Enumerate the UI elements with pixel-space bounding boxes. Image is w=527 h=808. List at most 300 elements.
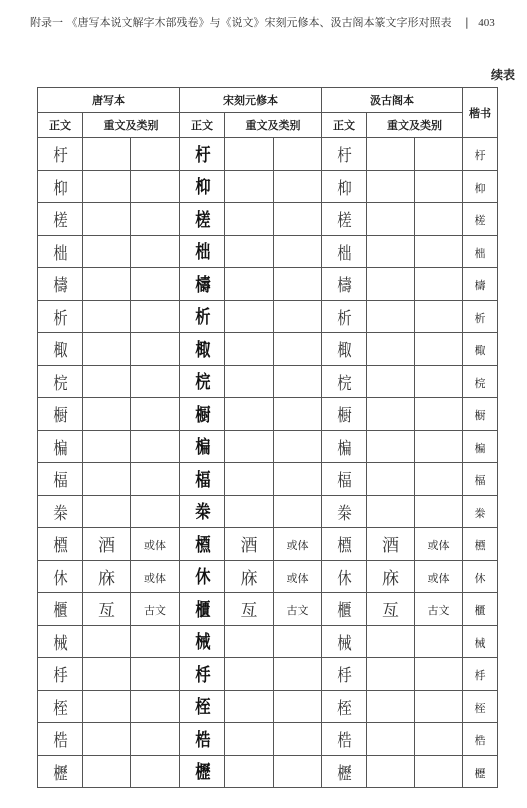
jigu-zhengwen-cell (322, 690, 367, 723)
tang-zhengwen-text: 檮 (53, 276, 67, 297)
tang-zhengwen-text: 休 (53, 568, 67, 589)
tang-category-cell (131, 463, 180, 496)
jigu-zhengwen-cell (322, 625, 367, 658)
jigu-zhengwen-cell (322, 138, 367, 171)
tang-category-cell (131, 365, 180, 398)
song-category-cell (274, 365, 322, 398)
table-row (38, 495, 498, 528)
tang-zhengwen-cell (38, 333, 83, 366)
jigu-category-text: 或体 (427, 571, 450, 585)
table-row (38, 333, 498, 366)
tang-variant-cell (83, 300, 131, 333)
song-variant-cell (225, 138, 274, 171)
tang-zhengwen-text: 杅 (53, 146, 67, 167)
subheader-zhengwen: 正文 (38, 113, 83, 138)
jigu-variant-cell (367, 463, 415, 496)
tang-category-cell (131, 235, 180, 268)
jigu-variant-cell (367, 300, 415, 333)
song-category-cell (274, 170, 322, 203)
kaishu-cell (463, 430, 498, 463)
jigu-category-cell (415, 268, 463, 301)
tang-zhengwen-cell (38, 755, 83, 788)
jigu-zhengwen-cell (322, 755, 367, 788)
kaishu-cell (463, 365, 498, 398)
song-category-cell (274, 430, 322, 463)
jigu-category-cell (415, 528, 463, 561)
song-variant-cell (225, 365, 274, 398)
tang-zhengwen-text: 槱 (53, 536, 67, 557)
song-variant-cell (225, 268, 274, 301)
table-row (38, 755, 498, 788)
song-zhengwen-cell (180, 235, 225, 268)
song-variant-cell (225, 300, 274, 333)
song-category-cell (274, 593, 322, 626)
tang-zhengwen-text: 櫪 (53, 763, 67, 784)
song-variant-cell (225, 430, 274, 463)
tang-category-cell (131, 560, 180, 593)
tang-variant-cell (83, 690, 131, 723)
subheader-chongwen: 重文及类别 (83, 113, 180, 138)
tang-category-cell (131, 723, 180, 756)
song-variant-cell (225, 333, 274, 366)
jigu-category-cell (415, 690, 463, 723)
song-variant-cell (225, 203, 274, 236)
appendix-label: 附录一 (30, 16, 63, 29)
song-variant-cell (225, 723, 274, 756)
jigu-zhengwen-cell (322, 170, 367, 203)
jigu-variant-cell (367, 593, 415, 626)
jigu-zhengwen-text: 楅 (337, 471, 351, 492)
tang-variant-text: 庥 (98, 568, 115, 589)
table-row (38, 235, 498, 268)
jigu-variant-cell (367, 755, 415, 788)
tang-zhengwen-cell (38, 723, 83, 756)
tang-zhengwen-text: 柮 (53, 243, 67, 264)
kaishu-cell (463, 690, 498, 723)
song-zhengwen-text: 析 (194, 307, 210, 329)
song-zhengwen-cell (180, 170, 225, 203)
header-row-groups (38, 88, 498, 113)
jigu-variant-cell (367, 235, 415, 268)
song-category-cell (274, 495, 322, 528)
song-category-cell (274, 690, 322, 723)
jigu-zhengwen-cell (322, 463, 367, 496)
kaishu-text: 械 (474, 636, 486, 650)
tang-variant-cell (83, 560, 131, 593)
jigu-variant-cell (367, 138, 415, 171)
tang-category-cell (131, 528, 180, 561)
table-row (38, 365, 498, 398)
song-zhengwen-text: 杽 (194, 664, 210, 686)
jigu-zhengwen-text: 槱 (337, 536, 351, 557)
kaishu-text: 楅 (474, 474, 486, 488)
tang-category-cell (131, 658, 180, 691)
song-category-cell (274, 723, 322, 756)
kaishu-cell (463, 235, 498, 268)
tang-category-cell (131, 690, 180, 723)
kaishu-cell (463, 333, 498, 366)
tang-zhengwen-text: 桎 (53, 698, 67, 719)
song-zhengwen-cell (180, 300, 225, 333)
jigu-category-cell (415, 203, 463, 236)
jigu-variant-text: 庥 (382, 568, 400, 589)
jigu-zhengwen-text: 析 (337, 308, 351, 329)
tang-zhengwen-cell (38, 625, 83, 658)
comparison-table (37, 87, 498, 788)
tang-variant-cell (83, 333, 131, 366)
kaishu-text: 析 (474, 311, 486, 325)
tang-category-cell (131, 170, 180, 203)
kaishu-text: 桎 (474, 701, 486, 715)
song-zhengwen-text: 棷 (194, 339, 210, 361)
jigu-variant-cell (367, 690, 415, 723)
tang-zhengwen-cell (38, 365, 83, 398)
song-zhengwen-text: 楄 (194, 437, 210, 459)
kaishu-cell (463, 658, 498, 691)
kaishu-text: 櫃 (474, 604, 486, 618)
kaishu-header: 楷书 (463, 88, 498, 138)
table-row (38, 398, 498, 431)
tang-category-cell (131, 300, 180, 333)
jigu-zhengwen-text: 槎 (337, 211, 351, 232)
song-category-cell (274, 268, 322, 301)
tang-zhengwen-cell (38, 560, 83, 593)
tang-zhengwen-cell (38, 463, 83, 496)
kaishu-cell (463, 495, 498, 528)
table-row (38, 203, 498, 236)
table-row (38, 138, 498, 171)
jigu-zhengwen-cell (322, 365, 367, 398)
jigu-variant-cell (367, 528, 415, 561)
tang-category-cell (131, 203, 180, 236)
song-variant-text: 庥 (240, 568, 258, 589)
jigu-zhengwen-text: 桎 (337, 698, 351, 719)
kaishu-text: 杽 (474, 669, 486, 683)
tang-zhengwen-cell (38, 235, 83, 268)
song-category-cell (274, 235, 322, 268)
song-category-cell (274, 333, 322, 366)
kaishu-text: 櫪 (474, 766, 486, 780)
group-header-tang: 唐写本 (38, 88, 180, 113)
jigu-zhengwen-cell (322, 203, 367, 236)
running-header (30, 14, 517, 32)
subheader-zhengwen: 正文 (180, 113, 225, 138)
kaishu-text: 桊 (474, 506, 486, 520)
jigu-zhengwen-text: 械 (337, 633, 351, 654)
song-category-text: 或体 (286, 571, 309, 585)
jigu-zhengwen-text: 杽 (337, 666, 351, 687)
tang-variant-cell (83, 365, 131, 398)
jigu-variant-cell (367, 170, 415, 203)
table-row (38, 170, 498, 203)
jigu-zhengwen-cell (322, 430, 367, 463)
jigu-variant-cell (367, 658, 415, 691)
song-zhengwen-text: 槱 (194, 534, 210, 556)
jigu-zhengwen-cell (322, 593, 367, 626)
song-category-cell (274, 560, 322, 593)
jigu-zhengwen-cell (322, 723, 367, 756)
song-category-cell (274, 398, 322, 431)
jigu-variant-text: 酒 (382, 536, 400, 557)
jigu-variant-cell (367, 723, 415, 756)
jigu-zhengwen-text: 棷 (337, 341, 351, 362)
table-row (38, 300, 498, 333)
tang-zhengwen-cell (38, 203, 83, 236)
header-row-subcols (38, 113, 498, 138)
tang-zhengwen-text: 梏 (53, 731, 67, 752)
kaishu-cell (463, 560, 498, 593)
song-zhengwen-text: 柮 (194, 242, 210, 264)
tang-zhengwen-text: 楅 (53, 471, 67, 492)
jigu-category-text: 古文 (427, 604, 450, 618)
jigu-category-cell (415, 398, 463, 431)
tang-zhengwen-text: 械 (53, 633, 67, 654)
tang-variant-cell (83, 268, 131, 301)
jigu-category-text: 或体 (427, 539, 450, 553)
jigu-variant-cell (367, 203, 415, 236)
kaishu-cell (463, 138, 498, 171)
kaishu-cell (463, 203, 498, 236)
jigu-zhengwen-cell (322, 235, 367, 268)
tang-variant-cell (83, 430, 131, 463)
jigu-zhengwen-text: 柮 (337, 243, 351, 264)
song-zhengwen-text: 杅 (194, 144, 210, 166)
song-zhengwen-cell (180, 690, 225, 723)
tang-zhengwen-text: 棷 (53, 341, 67, 362)
song-variant-text: 亙 (240, 601, 258, 622)
jigu-category-cell (415, 333, 463, 366)
song-category-text: 或体 (286, 539, 309, 553)
song-category-cell (274, 755, 322, 788)
kaishu-cell (463, 170, 498, 203)
song-zhengwen-cell (180, 430, 225, 463)
jigu-variant-cell (367, 625, 415, 658)
tang-variant-cell (83, 203, 131, 236)
tang-category-cell (131, 333, 180, 366)
tang-zhengwen-text: 楄 (53, 438, 67, 459)
song-zhengwen-text: 梡 (194, 372, 210, 394)
song-zhengwen-cell (180, 560, 225, 593)
table-row (38, 690, 498, 723)
jigu-zhengwen-cell (322, 658, 367, 691)
song-category-cell (274, 658, 322, 691)
song-zhengwen-cell (180, 463, 225, 496)
tang-variant-text: 酒 (98, 536, 115, 557)
song-zhengwen-cell (180, 268, 225, 301)
jigu-variant-cell (367, 268, 415, 301)
tang-category-text: 古文 (144, 604, 166, 618)
song-zhengwen-text: 檮 (194, 274, 210, 296)
song-zhengwen-text: 楅 (194, 469, 210, 491)
kaishu-text: 槎 (474, 214, 486, 228)
table-row (38, 268, 498, 301)
song-zhengwen-cell (180, 398, 225, 431)
continued-table-label: 续表 (490, 68, 515, 82)
tang-zhengwen-cell (38, 430, 83, 463)
group-header-song: 宋刻元修本 (180, 88, 322, 113)
tang-zhengwen-text: 槎 (53, 211, 67, 232)
song-category-cell (274, 528, 322, 561)
kaishu-text: 柮 (474, 246, 486, 260)
tang-category-cell (131, 268, 180, 301)
song-variant-cell (225, 528, 274, 561)
kaishu-text: 檮 (474, 279, 486, 293)
table-row (38, 593, 498, 626)
table-row (38, 625, 498, 658)
song-zhengwen-text: 械 (194, 632, 210, 654)
song-variant-cell (225, 690, 274, 723)
tang-category-cell (131, 398, 180, 431)
tang-zhengwen-cell (38, 300, 83, 333)
song-zhengwen-cell (180, 755, 225, 788)
kaishu-text: 棷 (474, 344, 486, 358)
song-variant-text: 酒 (240, 536, 258, 557)
tang-variant-cell (83, 528, 131, 561)
song-variant-cell (225, 398, 274, 431)
kaishu-text: 梏 (474, 734, 486, 748)
song-zhengwen-cell (180, 333, 225, 366)
subheader-chongwen: 重文及类别 (367, 113, 463, 138)
jigu-zhengwen-text: 橱 (337, 406, 351, 427)
jigu-zhengwen-cell (322, 560, 367, 593)
kaishu-text: 杅 (474, 149, 486, 163)
jigu-variant-cell (367, 495, 415, 528)
group-header-jigu: 汲古阁本 (322, 88, 463, 113)
song-variant-cell (225, 658, 274, 691)
tang-variant-cell (83, 593, 131, 626)
jigu-category-cell (415, 235, 463, 268)
tang-zhengwen-text: 析 (53, 308, 67, 329)
tang-category-cell (131, 755, 180, 788)
jigu-category-cell (415, 495, 463, 528)
tang-variant-cell (83, 755, 131, 788)
tang-variant-cell (83, 235, 131, 268)
song-zhengwen-text: 梏 (194, 729, 210, 751)
song-zhengwen-cell (180, 203, 225, 236)
kaishu-cell (463, 755, 498, 788)
table-body (38, 138, 498, 788)
jigu-zhengwen-cell (322, 300, 367, 333)
song-category-cell (274, 625, 322, 658)
song-zhengwen-cell (180, 495, 225, 528)
jigu-category-cell (415, 593, 463, 626)
jigu-zhengwen-cell (322, 528, 367, 561)
jigu-zhengwen-text: 櫃 (337, 601, 351, 622)
kaishu-cell (463, 463, 498, 496)
tang-zhengwen-cell (38, 495, 83, 528)
kaishu-cell (463, 593, 498, 626)
page-number: 403 (478, 17, 495, 29)
jigu-category-cell (415, 365, 463, 398)
tang-category-cell (131, 138, 180, 171)
jigu-zhengwen-text: 桊 (337, 503, 351, 524)
song-zhengwen-cell (180, 365, 225, 398)
song-variant-cell (225, 625, 274, 658)
jigu-zhengwen-cell (322, 495, 367, 528)
kaishu-text: 休 (474, 571, 486, 585)
song-variant-cell (225, 235, 274, 268)
tang-zhengwen-cell (38, 593, 83, 626)
tang-zhengwen-cell (38, 658, 83, 691)
subheader-zhengwen: 正文 (322, 113, 367, 138)
tang-variant-cell (83, 658, 131, 691)
song-category-text: 古文 (286, 604, 309, 618)
song-category-cell (274, 300, 322, 333)
song-zhengwen-text: 橱 (194, 404, 210, 426)
tang-zhengwen-cell (38, 690, 83, 723)
kaishu-text: 橱 (474, 409, 486, 423)
jigu-variant-cell (367, 430, 415, 463)
song-variant-cell (225, 463, 274, 496)
tang-zhengwen-text: 杽 (53, 666, 67, 687)
song-zhengwen-cell (180, 528, 225, 561)
jigu-category-cell (415, 723, 463, 756)
tang-category-text: 或体 (144, 571, 166, 585)
kaishu-text: 槱 (474, 539, 486, 553)
tang-variant-cell (83, 625, 131, 658)
tang-variant-cell (83, 170, 131, 203)
tang-zhengwen-text: 梡 (53, 373, 67, 394)
tang-category-cell (131, 495, 180, 528)
tang-variant-cell (83, 495, 131, 528)
song-zhengwen-cell (180, 593, 225, 626)
tang-variant-cell (83, 723, 131, 756)
tang-zhengwen-cell (38, 138, 83, 171)
table-row (38, 560, 498, 593)
jigu-zhengwen-text: 梏 (337, 731, 351, 752)
song-variant-cell (225, 495, 274, 528)
jigu-category-cell (415, 300, 463, 333)
song-variant-cell (225, 560, 274, 593)
tang-zhengwen-cell (38, 398, 83, 431)
jigu-category-cell (415, 560, 463, 593)
jigu-category-cell (415, 170, 463, 203)
jigu-zhengwen-cell (322, 268, 367, 301)
tang-variant-cell (83, 463, 131, 496)
tang-variant-text: 亙 (98, 601, 115, 622)
kaishu-cell (463, 398, 498, 431)
tang-zhengwen-text: 櫃 (53, 601, 67, 622)
song-zhengwen-text: 槎 (194, 209, 210, 231)
jigu-variant-text: 亙 (382, 601, 400, 622)
table-row (38, 463, 498, 496)
jigu-variant-cell (367, 560, 415, 593)
header-separator: | (465, 16, 469, 29)
subheader-chongwen: 重文及类别 (225, 113, 322, 138)
tang-zhengwen-text: 枊 (53, 178, 67, 199)
tang-variant-cell (83, 138, 131, 171)
kaishu-cell (463, 625, 498, 658)
jigu-zhengwen-text: 杅 (337, 146, 351, 167)
jigu-zhengwen-text: 檮 (337, 276, 351, 297)
jigu-zhengwen-text: 楄 (337, 438, 351, 459)
tang-category-text: 或体 (144, 539, 166, 553)
song-variant-cell (225, 170, 274, 203)
song-variant-cell (225, 593, 274, 626)
jigu-zhengwen-cell (322, 333, 367, 366)
jigu-variant-cell (367, 365, 415, 398)
song-zhengwen-cell (180, 658, 225, 691)
song-zhengwen-cell (180, 625, 225, 658)
song-zhengwen-text: 桎 (194, 697, 210, 719)
jigu-variant-cell (367, 398, 415, 431)
song-category-cell (274, 138, 322, 171)
song-zhengwen-text: 桊 (194, 502, 210, 524)
tang-category-cell (131, 430, 180, 463)
song-zhengwen-text: 櫃 (194, 599, 210, 621)
jigu-category-cell (415, 658, 463, 691)
table-row (38, 658, 498, 691)
